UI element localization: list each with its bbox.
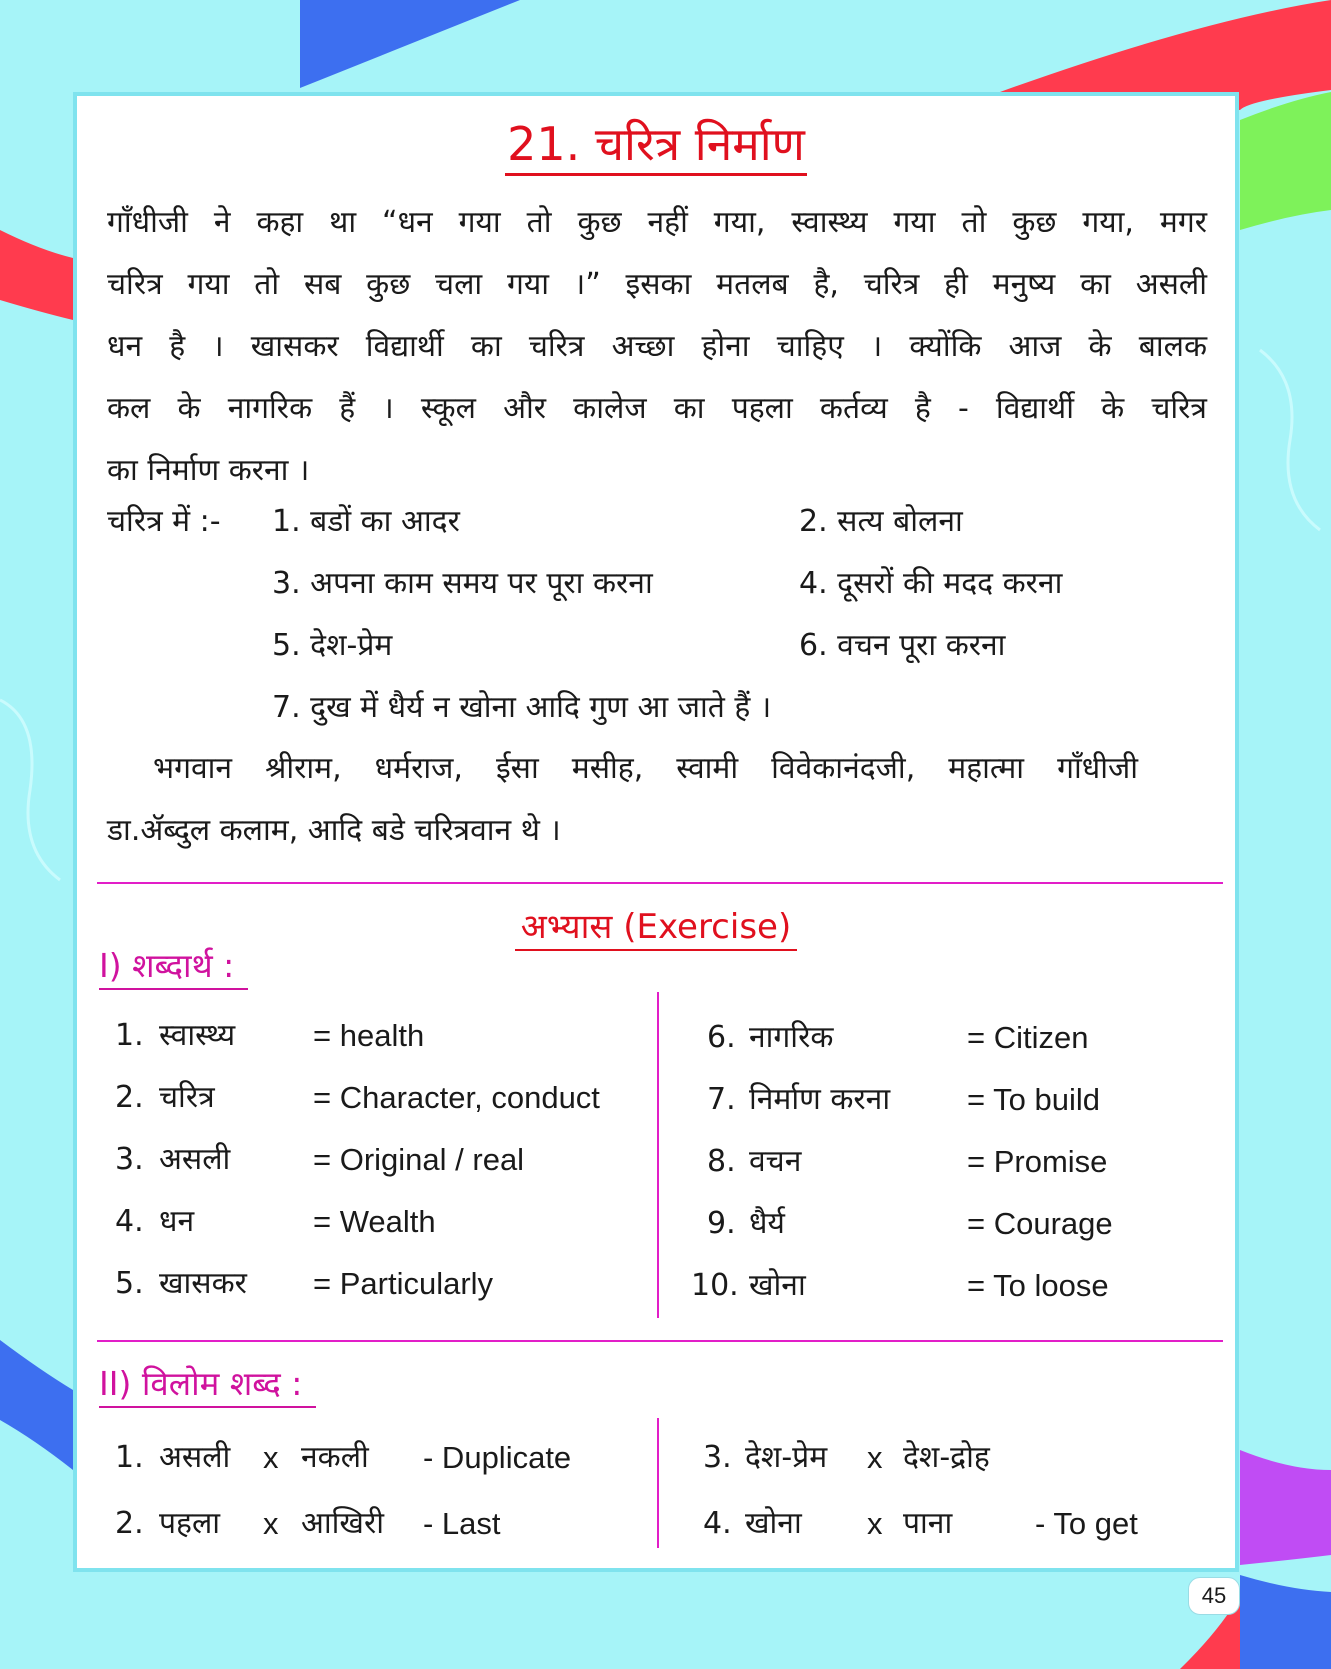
column-divider: [657, 1418, 659, 1548]
word: खोना: [749, 1268, 806, 1303]
word: वचन: [749, 1144, 802, 1179]
antonym-cross: x: [867, 1506, 883, 1541]
antonym-number: 4.: [703, 1506, 732, 1541]
divider: [97, 1340, 1223, 1342]
word-number: 2.: [115, 1080, 144, 1115]
word: निर्माण करना: [749, 1082, 891, 1117]
word-meaning: = To build: [967, 1082, 1101, 1117]
antonym-meaning: - Last: [423, 1506, 501, 1541]
word-number: 5.: [115, 1266, 144, 1301]
quality-item: 5. देश-प्रेम: [272, 628, 393, 663]
word-meaning: = health: [313, 1018, 425, 1053]
word-number: 1.: [115, 1018, 144, 1053]
quality-item: 4. दूसरों की मदद करना: [799, 566, 1063, 601]
word-number: 6.: [707, 1020, 736, 1055]
antonym-word: देश-प्रेम: [745, 1440, 828, 1475]
antonym-number: 3.: [703, 1440, 732, 1475]
paragraph-line: धन है । खासकर विद्यार्थी का चरित्र अच्छा होना चाहिए । क्योंकि आज के बालक: [107, 329, 1207, 364]
antonym-opposite: नकली: [301, 1440, 369, 1475]
word-meaning: = Citizen: [967, 1020, 1089, 1055]
antonym-opposite: आखिरी: [301, 1506, 385, 1541]
antonym-word: असली: [159, 1440, 231, 1475]
paragraph-line: का निर्माण करना ।: [107, 453, 310, 488]
divider: [97, 882, 1223, 884]
quality-item: 7. दुख में धैर्य न खोना आदि गुण आ जाते हैं ।: [272, 690, 772, 725]
paragraph-line: गाँधीजी ने कहा था “धन गया तो कुछ नहीं गया, स्वास्थ्य गया तो कुछ गया, मगर: [107, 205, 1207, 240]
word-meaning: = Wealth: [313, 1204, 436, 1239]
qualities-label: चरित्र में :-: [107, 504, 221, 539]
word-number: 10.: [691, 1268, 739, 1303]
section-heading-meanings: I) शब्दार्थ :: [99, 944, 248, 990]
word-meaning: = To loose: [967, 1268, 1109, 1303]
word-number: 8.: [707, 1144, 736, 1179]
paragraph-line: कल के नागरिक हैं । स्कूल और कालेज का पहला कर्तव्य है - विद्यार्थी के चरित्र: [107, 391, 1207, 426]
antonym-word: खोना: [745, 1506, 802, 1541]
page-number: 45: [1188, 1577, 1240, 1615]
word: धन: [159, 1204, 195, 1239]
paragraph-line: भगवान श्रीराम, धर्मराज, ईसा मसीह, स्वामी विवेकानंदजी, महात्मा गाँधीजी: [153, 751, 1138, 786]
word: चरित्र: [159, 1080, 215, 1115]
word-number: 9.: [707, 1206, 736, 1241]
paragraph-line: डा.ॲब्दुल कलाम, आदि बडे चरित्रवान थे ।: [107, 813, 561, 848]
column-divider: [657, 992, 659, 1318]
antonym-opposite: पाना: [903, 1506, 953, 1541]
antonym-meaning: - To get: [1035, 1506, 1138, 1541]
word-meaning: = Particularly: [313, 1266, 494, 1301]
word-meaning: = Original / real: [313, 1142, 525, 1177]
antonym-cross: x: [867, 1440, 883, 1475]
word: नागरिक: [749, 1020, 834, 1055]
quality-item: 1. बडों का आदर: [272, 504, 460, 539]
antonym-meaning: - Duplicate: [423, 1440, 572, 1475]
word: खासकर: [159, 1266, 247, 1301]
paragraph-line: चरित्र गया तो सब कुछ चला गया ।” इसका मतलब है, चरित्र ही मनुष्य का असली: [107, 267, 1207, 302]
word-meaning: = Courage: [967, 1206, 1113, 1241]
word-meaning: = Character, conduct: [313, 1080, 600, 1115]
quality-item: 2. सत्य बोलना: [799, 504, 963, 539]
word: असली: [159, 1142, 231, 1177]
antonym-opposite: देश-द्रोह: [903, 1440, 990, 1475]
antonym-number: 1.: [115, 1440, 144, 1475]
word: स्वास्थ्य: [159, 1018, 236, 1053]
quality-item: 6. वचन पूरा करना: [799, 628, 1006, 663]
word-number: 7.: [707, 1082, 736, 1117]
section-heading-antonyms: II) विलोम शब्द :: [99, 1362, 316, 1408]
word: धैर्य: [749, 1206, 785, 1241]
word-number: 4.: [115, 1204, 144, 1239]
word-number: 3.: [115, 1142, 144, 1177]
content-card: [73, 92, 1239, 1572]
page-title: 21. चरित्र निर्माण: [77, 114, 1235, 174]
antonym-cross: x: [263, 1440, 279, 1475]
quality-item: 3. अपना काम समय पर पूरा करना: [272, 566, 653, 601]
antonym-number: 2.: [115, 1506, 144, 1541]
word-meaning: = Promise: [967, 1144, 1108, 1179]
antonym-word: पहला: [159, 1506, 221, 1541]
antonym-cross: x: [263, 1506, 279, 1541]
exercise-heading: अभ्यास (Exercise): [77, 904, 1235, 950]
